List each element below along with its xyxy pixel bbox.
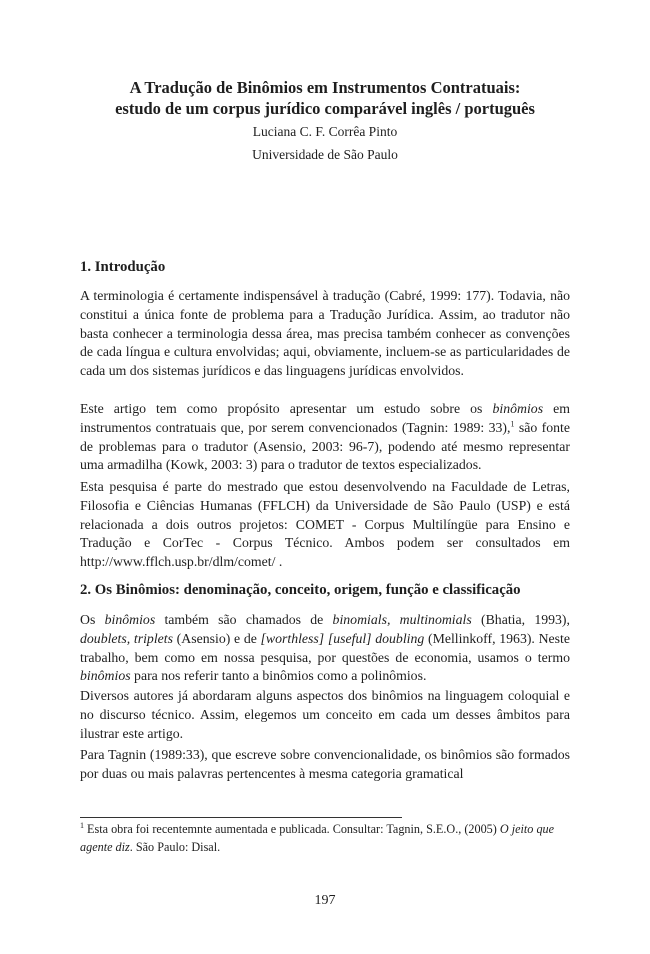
page xyxy=(80,0,570,954)
section-1-paragraph-2: Este artigo tem como propósito apresentar um estudo sobre os binômios em instrumentos contratuais que, por serem convencionados (Tagnin: 1989: 33),$^1$ são fonte de problemas para o tradutor (Asensio, 2003: 96-7), podendo até mesmo representar uma armadilha (Kowk, 2003: 3) para o tradutor de textos especializados. xyxy=(80,401,571,473)
section-1-paragraph-1: A terminologia é certamente indispensável à tradução (Cabré, 1999: 177). Todavia, não constitui a única fonte de problema para a Tradução Jurídica. Assim, ao tradutor não basta conhecer a terminologia dessa área, mas precisa também conhecer as convenções de cada língua e cultura envolvidas; aqui, obviamente, incluem-se as particularidades de cada um dos sistemas jurídicos e das linguagens jurídicas envolvidos. xyxy=(80,288,570,379)
footnote: $^1$ Esta obra foi recentemnte aumentada e publicada. Consultar: Tagnin, S.E.O., (2005) O jeito que agente diz. São Paulo: Disal. xyxy=(80,820,555,854)
footnote-ref[interactable]: 1 xyxy=(510,419,515,429)
section-2-heading: 2. Os Binômios: denominação, conceito, origem, função e classificação xyxy=(80,582,521,598)
emphasis: binômios xyxy=(492,401,544,416)
author-affiliation: Universidade de São Paulo xyxy=(252,147,398,162)
section-2-paragraph-1: Os binômios também são chamados de binomials, multinomials (Bhatia, 1993), doublets, triplets (Asensio) e de [worthless] [useful] doubling (Mellinkoff, 1963). Neste trabalho, bem como em nossa pesquisa, por questões de economia, usamos o termo binômios para nos referir tanto a binômios como a polinômios. xyxy=(80,612,570,684)
author-name: Luciana C. F. Corrêa Pinto xyxy=(252,124,398,139)
footnote-mark: 1 xyxy=(80,820,84,830)
section-1-heading: 1. Introdução xyxy=(80,259,166,275)
section-2-paragraph-3: Para Tagnin (1989:33), que escreve sobre convencionalidade, os binômios são formados por duas ou mais palavras pertencentes à mesma categoria gramatical xyxy=(80,747,570,781)
section-1-paragraph-3: Esta pesquisa é parte do mestrado que estou desenvolvendo na Faculdade de Letras, Filosofia e Ciências Humanas (FFLCH) da Universidade de São Paulo (USP) e está relacionada a dois outros projetos: COMET - Corpus Multilíngüe para Ensino e Tradução e CorTec - Corpus Técnico. Ambos podem ser consultados em http://www.fflch.usp.br/dlm/comet/ . xyxy=(80,479,570,570)
section-2-paragraph-2: Diversos autores já abordaram alguns aspectos dos binômios na linguagem coloquial e no discurso técnico. Assim, elegemos um conceito em cada um desses âmbitos para ilustrar este artigo. xyxy=(80,688,570,741)
footnote-divider xyxy=(80,817,402,818)
page-number: 197 xyxy=(314,893,336,908)
title-line-2: estudo de um corpus jurídico comparável inglês / português xyxy=(115,99,535,118)
title-line-1: A Tradução de Binômios em Instrumentos Contratuais: xyxy=(129,78,521,97)
article-title xyxy=(80,77,570,119)
